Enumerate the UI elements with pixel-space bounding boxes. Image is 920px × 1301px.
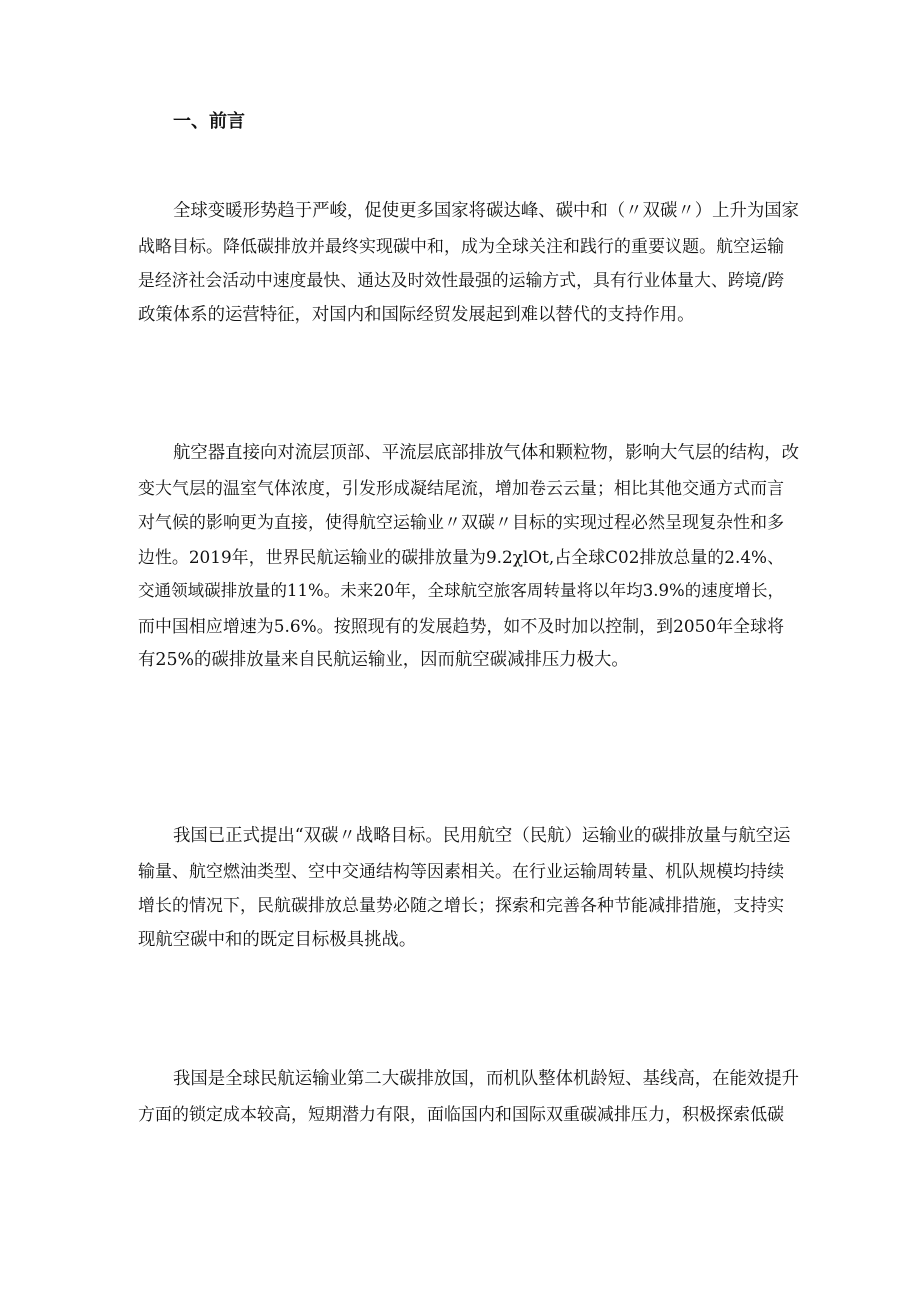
paragraph-line: 航空器直接向对流层顶部、平流层底部排放气体和颗粒物，影响大气层的结构，改: [173, 443, 800, 463]
paragraph-line: 我国已正式提出“双碳〃战略目标。民用航空（民航）运输业的碳排放量与航空运: [173, 826, 791, 846]
paragraph: [138, 1062, 800, 1131]
paragraph-line: 政策体系的运营特征，对国内和国际经贸发展起到难以替代的支持作用。: [138, 304, 695, 325]
paragraph-line: 变大气层的温室气体浓度，引发形成凝结尾流，增加卷云云量；相比其他交通方式而言: [138, 477, 784, 498]
paragraph-line: 方面的锁定成本较高，短期潜力有限，面临国内和国际双重碳减排压力，积极探索低碳: [138, 1103, 784, 1124]
paragraph-line: 战略目标。降低碳排放并最终实现碳中和，成为全球关注和践行的重要议题。航空运输: [138, 235, 784, 256]
paragraph-line: 边性。2019年，世界民航运输业的碳排放量为9.2χlOt,占全球C02排放总量的2.4%、: [138, 546, 784, 567]
paragraph: [138, 194, 800, 332]
paragraph: [138, 436, 800, 678]
section-heading: 一、前言: [173, 111, 245, 132]
paragraph-line: 有25%的碳排放量来自民航运输业，因而航空碳减排压力极大。: [138, 650, 629, 670]
paragraph-line: 而中国相应增速为5.6%。按照现有的发展趋势，如不及时加以控制，到2050年全球将: [138, 615, 784, 636]
paragraph-line: 是经济社会活动中速度最快、通达及时效性最强的运输方式，具有行业体量大、跨境/跨: [138, 270, 784, 290]
paragraph-line: 对气候的影响更为直接，使得航空运输业〃双碳〃目标的实现过程必然呈现复杂性和多: [138, 512, 784, 532]
paragraph-line: 交通领域碳排放量的11%。未来20年，全球航空旅客周转量将以年均3.9%的速度增长，: [138, 581, 784, 600]
paragraph-line: 现航空碳中和的既定目标极具挑战。: [138, 929, 417, 950]
paragraph-line: 我国是全球民航运输业第二大碳排放国，而机队整体机龄短、基线高，在能效提升: [173, 1069, 800, 1089]
paragraph: [138, 819, 791, 957]
paragraph-line: 输量、航空燃油类型、空中交通结构等因素相关。在行业运输周转量、机队规模均持续: [138, 860, 784, 881]
paragraph-line: 增长的情况下，民航碳排放总量势必随之增长；探索和完善各种节能减排措施，支持实: [138, 895, 784, 915]
paragraph-line: 全球变暖形势趋于严峻，促使更多国家将碳达峰、碳中和（〃双碳〃）上升为国家: [173, 201, 800, 221]
